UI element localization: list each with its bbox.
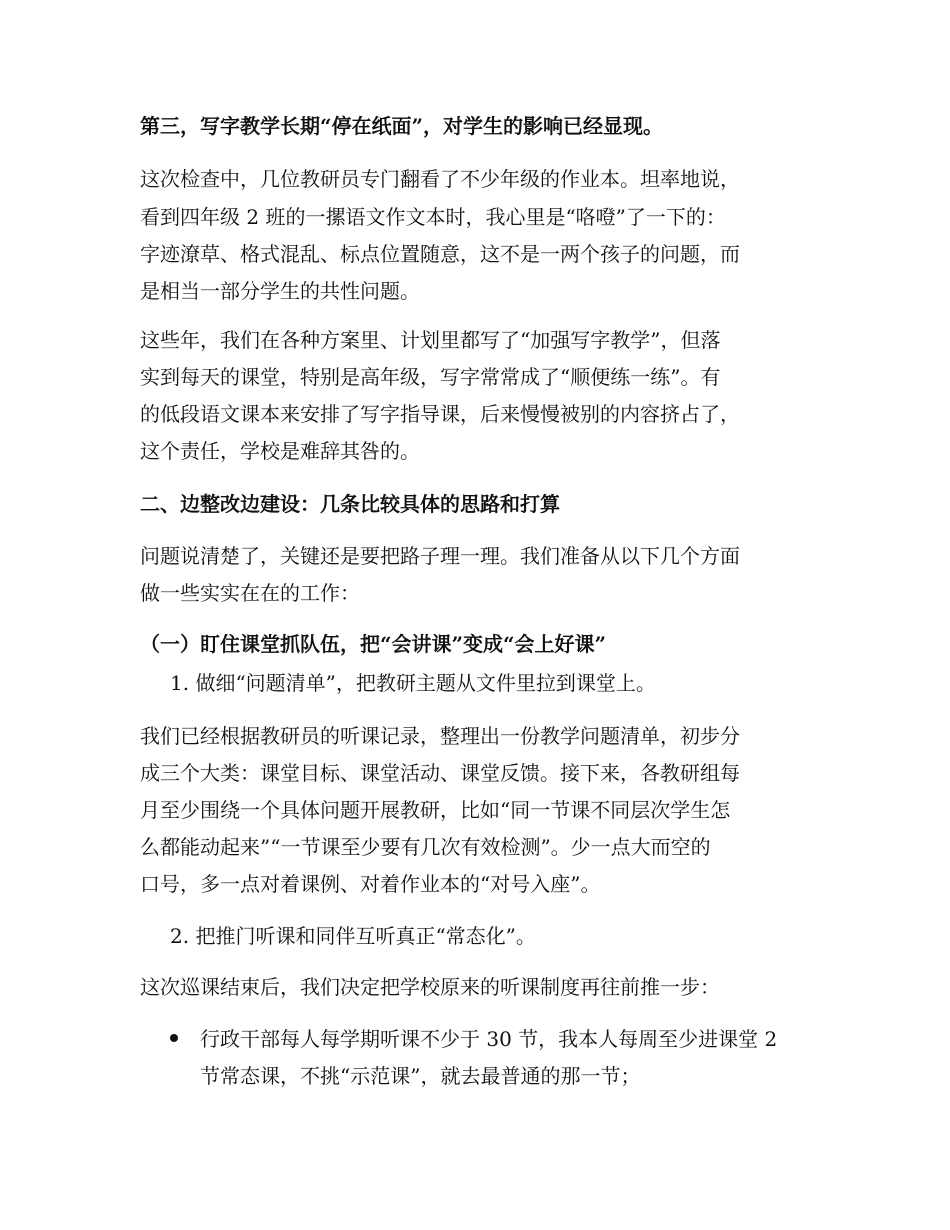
paragraph-line: 做一些实实在在的工作： — [140, 581, 360, 605]
paragraph-line: 么都能动起来”“一节课至少要有几次有效检测”。少一点大而空的 — [140, 835, 711, 859]
numbered-item-2: 2. 把推门听课和同伴互听真正“常态化”。 — [170, 924, 536, 948]
paragraph-line: 成三个大类：课堂目标、课堂活动、课堂反馈。接下来，各教研组每 — [140, 761, 740, 785]
paragraph-line: 这些年，我们在各种方案里、计划里都写了“加强写字教学”，但落 — [140, 328, 721, 352]
paragraph-line: 看到四年级 2 班的一摞语文作文本时，我心里是“咯噔”了一下的： — [140, 205, 726, 229]
paragraph-line: 这次巡课结束后，我们决定把学校原来的听课制度再往前推一步： — [140, 975, 720, 999]
bullet-item-line: 节常态课，不挑“示范课”，就去最普通的那一节； — [200, 1064, 641, 1088]
paragraph-line: 这个责任，学校是难辞其咎的。 — [140, 439, 420, 463]
bullet-dot-icon — [170, 1034, 178, 1042]
section-two-heading: 二、边整改边建设：几条比较具体的思路和打算 — [140, 492, 560, 516]
subsection-one-heading: （一）盯住课堂抓队伍，把“会讲课”变成“会上好课” — [140, 632, 607, 656]
paragraph-line: 字迹潦草、格式混乱、标点位置随意，这不是一两个孩子的问题，而 — [140, 242, 740, 266]
bullet-item-line: 行政干部每人每学期听课不少于 30 节，我本人每周至少进课堂 2 — [200, 1027, 778, 1051]
point-three-heading: 第三，写字教学长期“停在纸面”，对学生的影响已经显现。 — [140, 114, 664, 138]
paragraph-line: 是相当一部分学生的共性问题。 — [140, 279, 420, 303]
paragraph-line: 口号，多一点对着课例、对着作业本的“对号入座”。 — [140, 872, 601, 896]
paragraph-line: 问题说清楚了，关键还是要把路子理一理。我们准备从以下几个方面 — [140, 544, 740, 568]
paragraph-line: 我们已经根据教研员的听课记录，整理出一份教学问题清单，初步分 — [140, 724, 740, 748]
numbered-item-1: 1. 做细“问题清单”，把教研主题从文件里拉到课堂上。 — [170, 671, 656, 695]
paragraph-line: 实到每天的课堂，特别是高年级，写字常常成了“顺便练一练”。有 — [140, 365, 721, 389]
paragraph-line: 月至少围绕一个具体问题开展教研，比如“同一节课不同层次学生怎 — [140, 798, 731, 822]
paragraph-line: 这次检查中，几位教研员专门翻看了不少年级的作业本。坦率地说， — [140, 167, 740, 191]
paragraph-line: 的低段语文课本来安排了写字指导课，后来慢慢被别的内容挤占了， — [140, 402, 740, 426]
